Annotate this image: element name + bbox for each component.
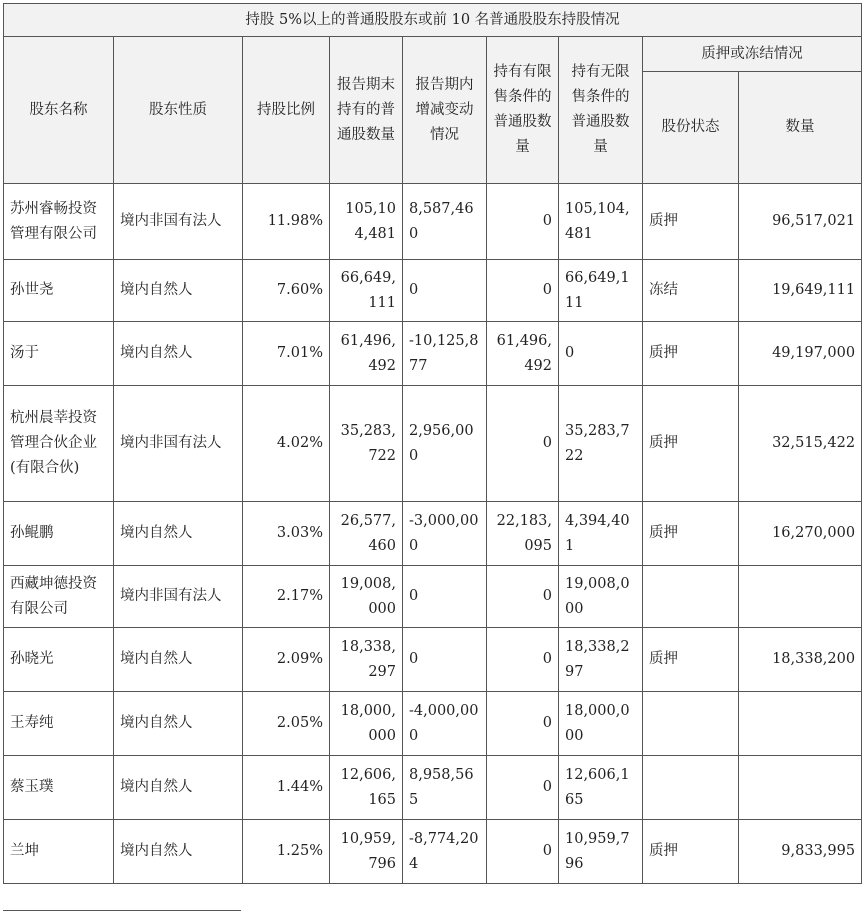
- cell-nature: 境内自然人: [114, 322, 243, 386]
- cell-restricted: 22,183,095: [487, 502, 559, 566]
- header-pledge-group: 质押或冻结情况: [643, 37, 862, 72]
- cell-pledge-qty: [739, 756, 862, 820]
- cell-change: 8,587,460: [403, 184, 487, 260]
- cell-change: -4,000,000: [403, 692, 487, 756]
- cell-restricted: 0: [487, 184, 559, 260]
- table-row: [4, 820, 862, 884]
- cell-nature: 境内非国有法人: [114, 566, 243, 628]
- cell-pledge-qty: [739, 566, 862, 628]
- cell-unrestricted: 10,959,796: [559, 820, 643, 884]
- header-change: 报告期内增减变动情况: [403, 37, 487, 184]
- cell-unrestricted: 4,394,401: [559, 502, 643, 566]
- cell-change: -3,000,000: [403, 502, 487, 566]
- cell-ratio: 2.05%: [243, 692, 330, 756]
- cell-pledge-qty: 32,515,422: [739, 386, 862, 502]
- cell-pledge-status: 质押: [643, 322, 739, 386]
- cell-name: 孙晓光: [4, 628, 114, 692]
- cell-restricted: 0: [487, 260, 559, 322]
- cell-nature: 境内自然人: [114, 692, 243, 756]
- cell-unrestricted: 66,649,111: [559, 260, 643, 322]
- cell-shares-end: 61,496,492: [330, 322, 403, 386]
- shareholder-table: [3, 3, 862, 884]
- cell-unrestricted: 12,606,165: [559, 756, 643, 820]
- cell-pledge-status: 质押: [643, 386, 739, 502]
- cell-nature: 境内自然人: [114, 260, 243, 322]
- header-pledge-status: 股份状态: [643, 72, 739, 184]
- cell-ratio: 7.01%: [243, 322, 330, 386]
- cell-change: 2,956,000: [403, 386, 487, 502]
- table-row: [4, 628, 862, 692]
- cell-nature: 境内自然人: [114, 502, 243, 566]
- cell-unrestricted: 0: [559, 322, 643, 386]
- header-shares-end: 报告期末持有的普通股数量: [330, 37, 403, 184]
- cell-change: 0: [403, 260, 487, 322]
- table-title-row: [4, 4, 862, 37]
- cell-change: 0: [403, 566, 487, 628]
- cell-ratio: 2.09%: [243, 628, 330, 692]
- cell-restricted: 0: [487, 566, 559, 628]
- cell-pledge-status: 质押: [643, 820, 739, 884]
- cell-unrestricted: 105,104,481: [559, 184, 643, 260]
- table-row: [4, 692, 862, 756]
- table-row: [4, 184, 862, 260]
- cell-ratio: 2.17%: [243, 566, 330, 628]
- cell-nature: 境内非国有法人: [114, 184, 243, 260]
- cell-nature: 境内自然人: [114, 820, 243, 884]
- header-nature: 股东性质: [114, 37, 243, 184]
- table-title: 持股 5%以上的普通股股东或前 10 名普通股股东持股情况: [4, 4, 862, 37]
- cell-shares-end: 19,008,000: [330, 566, 403, 628]
- cell-pledge-qty: 19,649,111: [739, 260, 862, 322]
- cell-pledge-qty: 49,197,000: [739, 322, 862, 386]
- cell-change: -10,125,877: [403, 322, 487, 386]
- cell-pledge-qty: 9,833,995: [739, 820, 862, 884]
- cell-pledge-qty: 16,270,000: [739, 502, 862, 566]
- bottom-rule: [3, 910, 241, 911]
- cell-nature: 境内非国有法人: [114, 386, 243, 502]
- cell-shares-end: 10,959,796: [330, 820, 403, 884]
- table-row: [4, 502, 862, 566]
- cell-name: 杭州晨莘投资管理合伙企业(有限合伙): [4, 386, 114, 502]
- cell-shares-end: 35,283,722: [330, 386, 403, 502]
- cell-pledge-status: 质押: [643, 628, 739, 692]
- cell-pledge-status: 冻结: [643, 260, 739, 322]
- cell-name: 兰坤: [4, 820, 114, 884]
- header-ratio: 持股比例: [243, 37, 330, 184]
- cell-nature: 境内自然人: [114, 628, 243, 692]
- table-row: [4, 322, 862, 386]
- cell-pledge-qty: 18,338,200: [739, 628, 862, 692]
- cell-pledge-qty: 96,517,021: [739, 184, 862, 260]
- cell-pledge-status: 质押: [643, 502, 739, 566]
- cell-restricted: 0: [487, 628, 559, 692]
- cell-pledge-qty: [739, 692, 862, 756]
- cell-change: 8,958,565: [403, 756, 487, 820]
- header-pledge-qty: 数量: [739, 72, 862, 184]
- table-row: [4, 386, 862, 502]
- cell-ratio: 7.60%: [243, 260, 330, 322]
- cell-name: 西藏坤德投资有限公司: [4, 566, 114, 628]
- cell-pledge-status: 质押: [643, 184, 739, 260]
- cell-name: 孙世尧: [4, 260, 114, 322]
- cell-restricted: 0: [487, 692, 559, 756]
- cell-ratio: 4.02%: [243, 386, 330, 502]
- cell-shares-end: 105,104,481: [330, 184, 403, 260]
- cell-ratio: 1.25%: [243, 820, 330, 884]
- cell-ratio: 3.03%: [243, 502, 330, 566]
- cell-name: 蔡玉璞: [4, 756, 114, 820]
- cell-restricted: 0: [487, 820, 559, 884]
- cell-unrestricted: 18,338,297: [559, 628, 643, 692]
- cell-change: -8,774,204: [403, 820, 487, 884]
- cell-ratio: 11.98%: [243, 184, 330, 260]
- cell-change: 0: [403, 628, 487, 692]
- cell-ratio: 1.44%: [243, 756, 330, 820]
- cell-name: 孙鲲鹏: [4, 502, 114, 566]
- cell-shares-end: 12,606,165: [330, 756, 403, 820]
- cell-name: 苏州睿畅投资管理有限公司: [4, 184, 114, 260]
- cell-unrestricted: 19,008,000: [559, 566, 643, 628]
- cell-restricted: 0: [487, 756, 559, 820]
- cell-unrestricted: 18,000,000: [559, 692, 643, 756]
- cell-shares-end: 66,649,111: [330, 260, 403, 322]
- cell-restricted: 61,496,492: [487, 322, 559, 386]
- cell-name: 汤于: [4, 322, 114, 386]
- cell-shares-end: 18,000,000: [330, 692, 403, 756]
- cell-name: 王寿纯: [4, 692, 114, 756]
- cell-restricted: 0: [487, 386, 559, 502]
- table-row: [4, 566, 862, 628]
- cell-pledge-status: [643, 692, 739, 756]
- cell-shares-end: 18,338,297: [330, 628, 403, 692]
- header-unrestricted: 持有无限售条件的普通股数量: [559, 37, 643, 184]
- table-row: [4, 756, 862, 820]
- cell-pledge-status: [643, 756, 739, 820]
- cell-unrestricted: 35,283,722: [559, 386, 643, 502]
- table-row: [4, 260, 862, 322]
- cell-shares-end: 26,577,460: [330, 502, 403, 566]
- cell-nature: 境内自然人: [114, 756, 243, 820]
- header-row: [4, 37, 862, 72]
- cell-pledge-status: [643, 566, 739, 628]
- header-restricted: 持有有限售条件的普通股数量: [487, 37, 559, 184]
- header-name: 股东名称: [4, 37, 114, 184]
